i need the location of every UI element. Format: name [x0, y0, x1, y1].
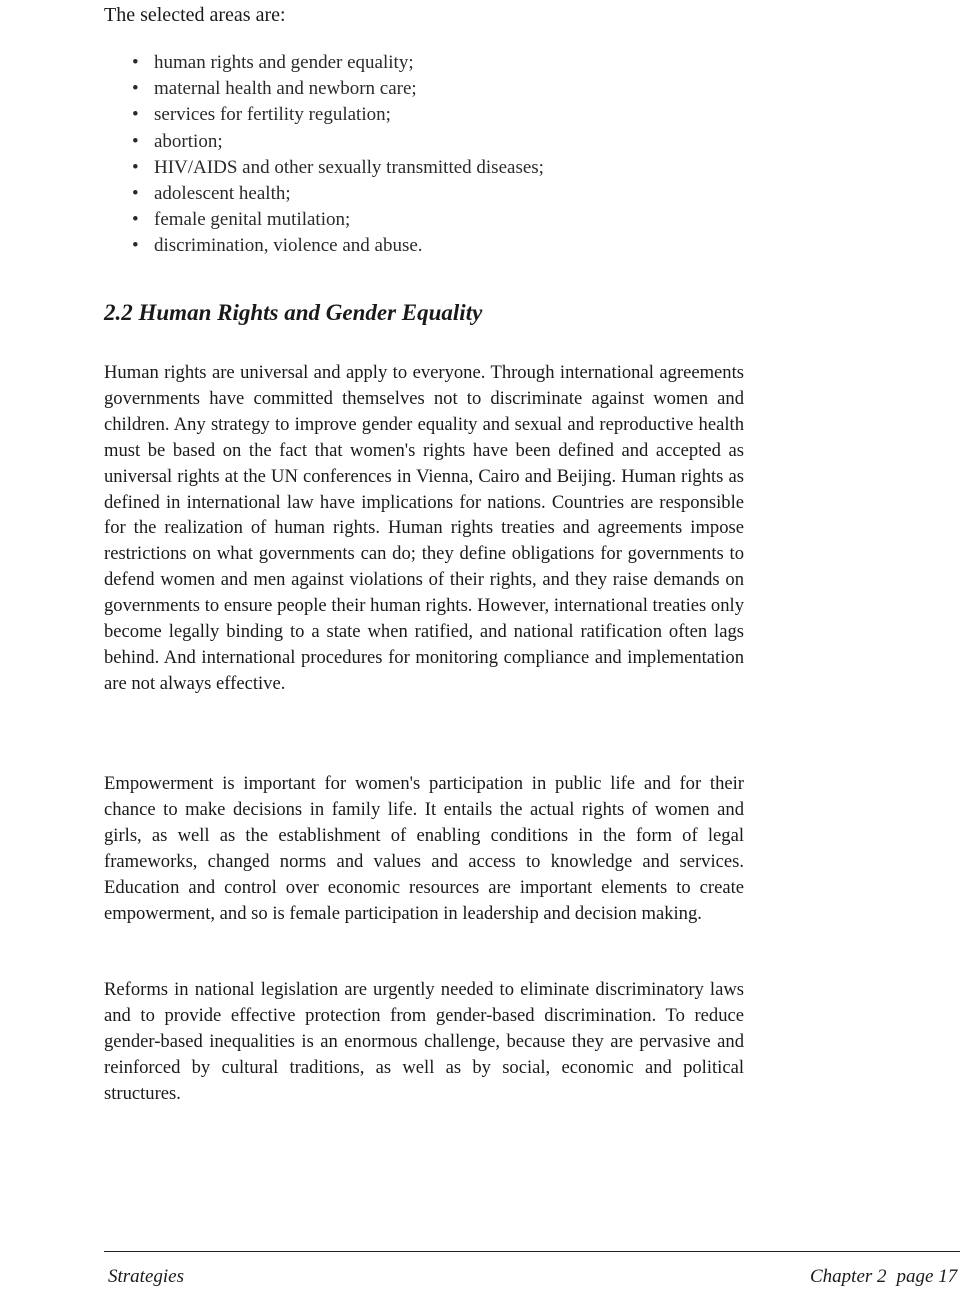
section-heading: 2.2 Human Rights and Gender Equality [104, 300, 483, 325]
paragraph-empowerment: Empowerment is important for women's participation in public life and for their chance to make decisions in family life. It entails the actual rights of women and girls, as well as the establishment of enabling conditions in the form of legal frameworks, changed norms and values and access to knowledge and services. Education and control over economic resources are important elements to create empowerment, and so is female participation in leadership and decision making. [104, 773, 744, 924]
intro-text: The selected areas are: [104, 4, 286, 26]
list-item: • abortion; [128, 129, 544, 155]
list-item: • services for fertility regulation; [128, 102, 544, 128]
list-item: • female genital mutilation; [128, 207, 544, 233]
list-item: • human rights and gender equality; [128, 50, 544, 76]
bullet-icon: • [132, 183, 139, 205]
bullet-icon: • [132, 209, 139, 231]
bullet-icon: • [132, 78, 139, 100]
list-item: • maternal health and newborn care; [128, 76, 544, 102]
list-item: • discrimination, violence and abuse. [128, 233, 544, 259]
bullet-icon: • [132, 52, 139, 73]
footer-divider [104, 1251, 960, 1252]
paragraph-human-rights: Human rights are universal and apply to everyone. Through international agreements governments have committed themselves not to discriminate against women and children. Any strategy to improve gender equality and sexual and reproductive health must be based on the fact that women's rights have been defined and accepted as universal rights at the UN conferences in Vienna, Cairo and Beijing. Human rights as defined in international law have implications for nations. Countries are responsible for the realization of human rights. Human rights treaties and agreements impose restrictions on what governments can do; they define obligations for governments to defend women and men against violations of their rights, and they raise demands on governments to ensure people their human rights. However, international treaties only become legally binding to a state when ratified, and national ratification often lags behind. And international procedures for monitoring compliance and implementation are not always effective. [104, 362, 744, 694]
footer-page-info [810, 1266, 957, 1288]
bullet-icon: • [132, 156, 139, 178]
paragraph-reforms: Reforms in national legislation are urgently needed to eliminate discriminatory laws and to provide effective protection from gender-based discrimination. To reduce gender-based inequalities is an enormous challenge, because they are pervasive and reinforced by cultural traditions, as well as by social, economic and political structures. [104, 979, 744, 1104]
list-item: • HIV/AIDS and other sexually transmitted diseases; [128, 155, 544, 181]
bullet-icon: • [132, 130, 139, 152]
footer-chapter: Chapter 2 [810, 1266, 887, 1287]
bullet-icon: • [132, 235, 139, 257]
list-item: • adolescent health; [128, 181, 544, 207]
bullet-icon: • [132, 104, 139, 126]
selected-areas-list [128, 50, 544, 260]
footer-page-number: page 17 [896, 1266, 958, 1287]
footer-book-title: Strategies [108, 1266, 184, 1287]
